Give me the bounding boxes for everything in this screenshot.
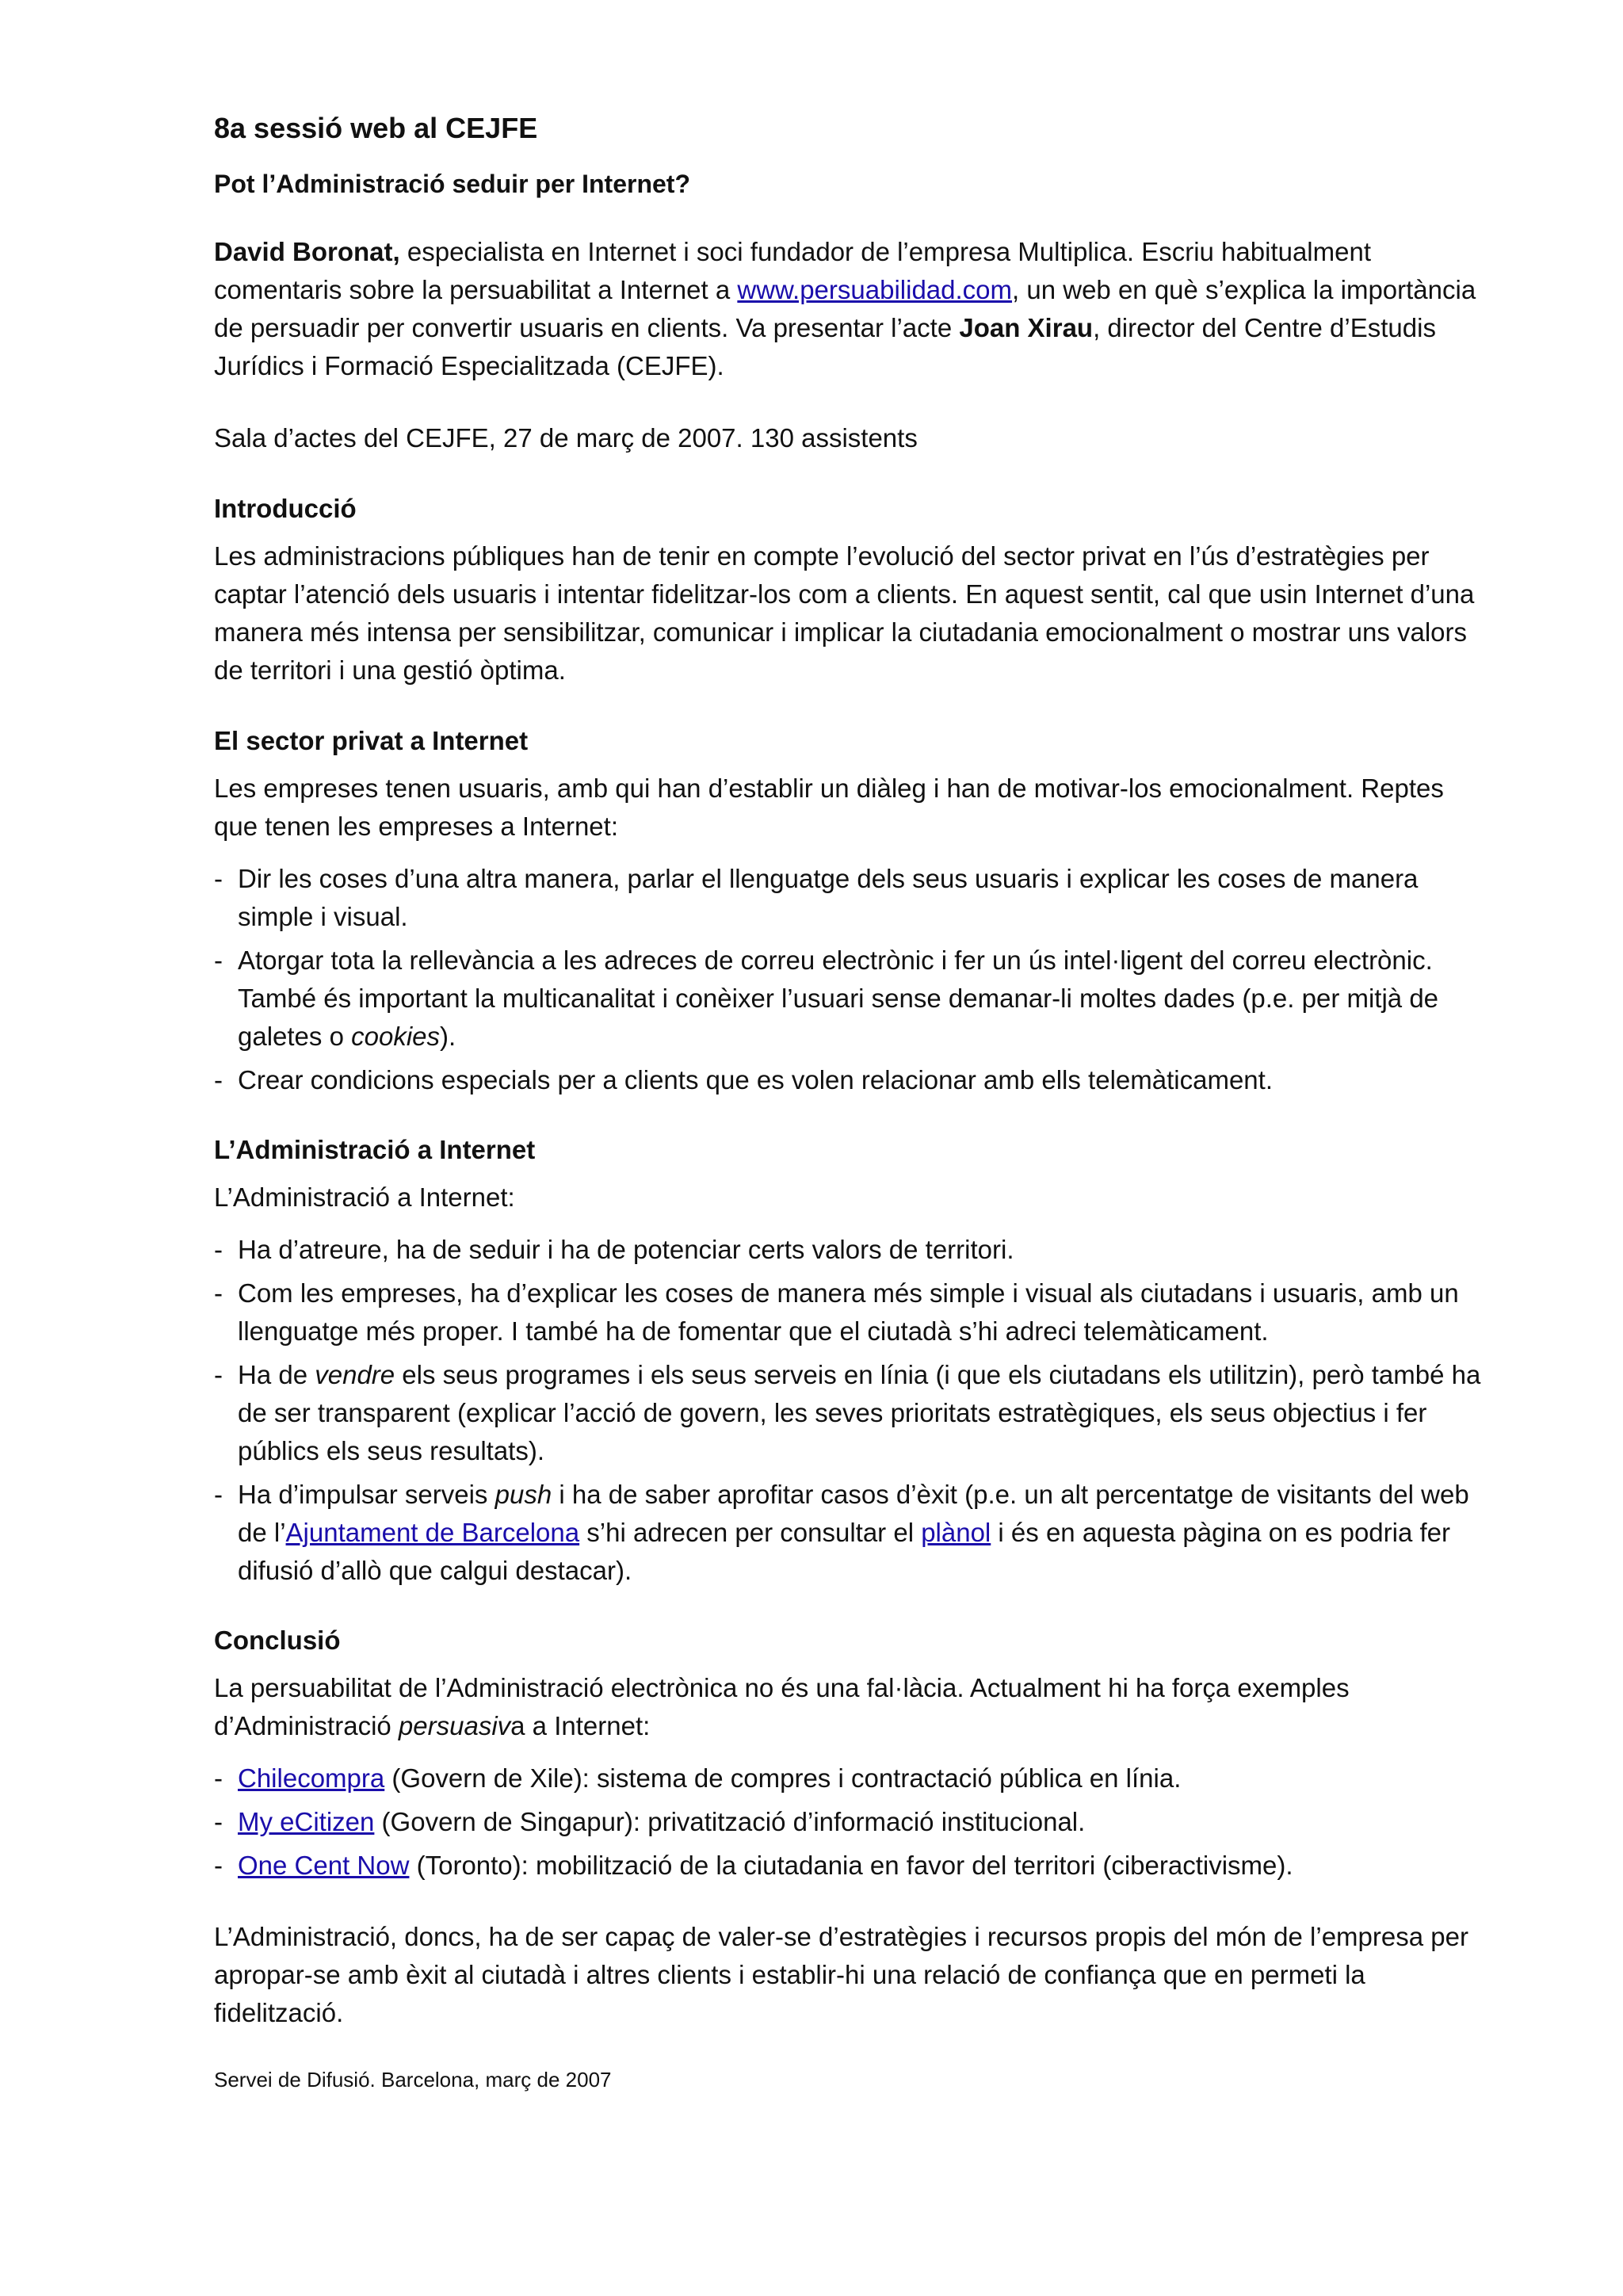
administracio-list <box>214 1231 1494 1590</box>
page-subtitle: Pot l’Administració seduir per Internet? <box>214 170 690 198</box>
conclusio-list <box>214 1759 1494 1885</box>
venue-line: Sala d’actes del CEJFE, 27 de març de 2007. 130 assistents <box>214 423 918 453</box>
persuasiva-emphasis: persuasiv <box>398 1711 511 1740</box>
chilecompra-link[interactable]: Chilecompra <box>238 1763 385 1793</box>
list-item: - Ha d’atreure, ha de seduir i ha de potenciar certs valors de territori. <box>214 1231 1494 1269</box>
conclusio-paragraph: La persuabilitat de l’Administració electrònica no és una fal·làcia. Actualment hi ha força exemples d’Administració persuasiva a Internet: <box>214 1673 1350 1740</box>
intro-text-b: , un web en què s’explica la importància de persuadir per convertir usuaris en clients. Va presentar l’acte <box>214 275 1476 342</box>
persuabilidad-link[interactable]: www.persuabilidad.com <box>737 275 1013 304</box>
closing-paragraph: L’Administració, doncs, ha de ser capaç de valer-se d’estratègies i recursos propis del món de l’empresa per apropar-se amb èxit al ciutadà i altres clients i establir-hi una relació de confiança que en permeti la fidelització. <box>214 1922 1468 2027</box>
speaker-name: David Boronat, <box>214 237 400 266</box>
push-emphasis: push <box>495 1480 552 1509</box>
administracio-paragraph: L’Administració a Internet: <box>214 1182 515 1212</box>
sector-privat-paragraph: Les empreses tenen usuaris, amb qui han d’establir un diàleg i han de motivar-los emocionalment. Reptes que tenen les empreses a Internet: <box>214 774 1444 841</box>
intro-paragraph <box>214 233 1494 385</box>
vendre-emphasis: vendre <box>315 1360 395 1389</box>
list-item: - Chilecompra (Govern de Xile): sistema de compres i contractació pública en línia. <box>214 1759 1494 1797</box>
heading-introduccio: Introducció <box>214 494 357 523</box>
one-cent-now-link[interactable]: One Cent Now <box>238 1851 410 1880</box>
introduccio-paragraph: Les administracions públiques han de tenir en compte l’evolució del sector privat en l’ús d’estratègies per captar l’atenció dels usuaris i intentar fidelitzar-los com a clients. En aquest sentit, cal que usin Internet d’una manera més intensa per sensibilitzar, comunicar i implicar la ciutadania emocionalment o mostrar uns valors de territori i una gestió òptima. <box>214 541 1475 685</box>
list-item: - One Cent Now (Toronto): mobilització de la ciutadania en favor del territori (ciberactivisme). <box>214 1847 1494 1885</box>
sector-privat-list <box>214 860 1494 1099</box>
list-item: - Com les empreses, ha d’explicar les coses de manera més simple i visual als ciutadans i usuaris, amb un llenguatge més proper. I també ha de fomentar que el ciutadà s’hi adreci telemàticament. <box>214 1274 1494 1350</box>
intro-text-a: especialista en Internet i soci fundador de l’empresa Multiplica. Escriu habitualment comentaris sobre la persuabilitat a Internet a <box>214 237 1372 304</box>
heading-conclusio: Conclusió <box>214 1626 341 1655</box>
document-page <box>214 111 1494 2093</box>
heading-sector-privat: El sector privat a Internet <box>214 726 529 755</box>
my-ecitizen-link[interactable]: My eCitizen <box>238 1807 375 1836</box>
intro-text-c: , director del Centre d’Estudis Jurídics i Formació Especialitzada (CEJFE). <box>214 313 1436 380</box>
ajuntament-barcelona-link[interactable]: Ajuntament de Barcelona <box>285 1518 580 1547</box>
cookies-emphasis: cookies <box>351 1022 440 1051</box>
list-item: - Ha de vendre els seus programes i els seus serveis en línia (i que els ciutadans els utilitzin), però també ha de ser transparent (explicar l’acció de govern, les seves prioritats estratègiques, els seus objectius i fer públics els seus resultats). <box>214 1356 1494 1470</box>
list-item: - Dir les coses d’una altra manera, parlar el llenguatge dels seus usuaris i explicar les coses de manera simple i visual. <box>214 860 1494 936</box>
list-item: - Crear condicions especials per a clients que es volen relacionar amb ells telemàticament. <box>214 1061 1494 1099</box>
footer-note: Servei de Difusió. Barcelona, març de 2007 <box>214 2068 612 2092</box>
list-item: - My eCitizen (Govern de Singapur): privatització d’informació institucional. <box>214 1803 1494 1841</box>
planol-link[interactable]: plànol <box>921 1518 991 1547</box>
list-item: - Ha d’impulsar serveis push i ha de saber aprofitar casos d’èxit (p.e. un alt percentatge de visitants del web de l’Ajuntament de Barcelona s’hi adrecen per consultar el plànol i és en aquesta pàgina on es podria fer difusió d’allò que calgui destacar). <box>214 1476 1494 1590</box>
page-title: 8a sessió web al CEJFE <box>214 112 538 144</box>
list-item: - Atorgar tota la rellevància a les adreces de correu electrònic i fer un ús intel·ligent del correu electrònic. També és important la multicanalitat i conèixer l’usuari sense demanar-li moltes dades (p.e. per mitjà de galetes o cookies). <box>214 942 1494 1056</box>
heading-administracio: L’Administració a Internet <box>214 1135 536 1164</box>
presenter-name: Joan Xirau <box>959 313 1094 342</box>
